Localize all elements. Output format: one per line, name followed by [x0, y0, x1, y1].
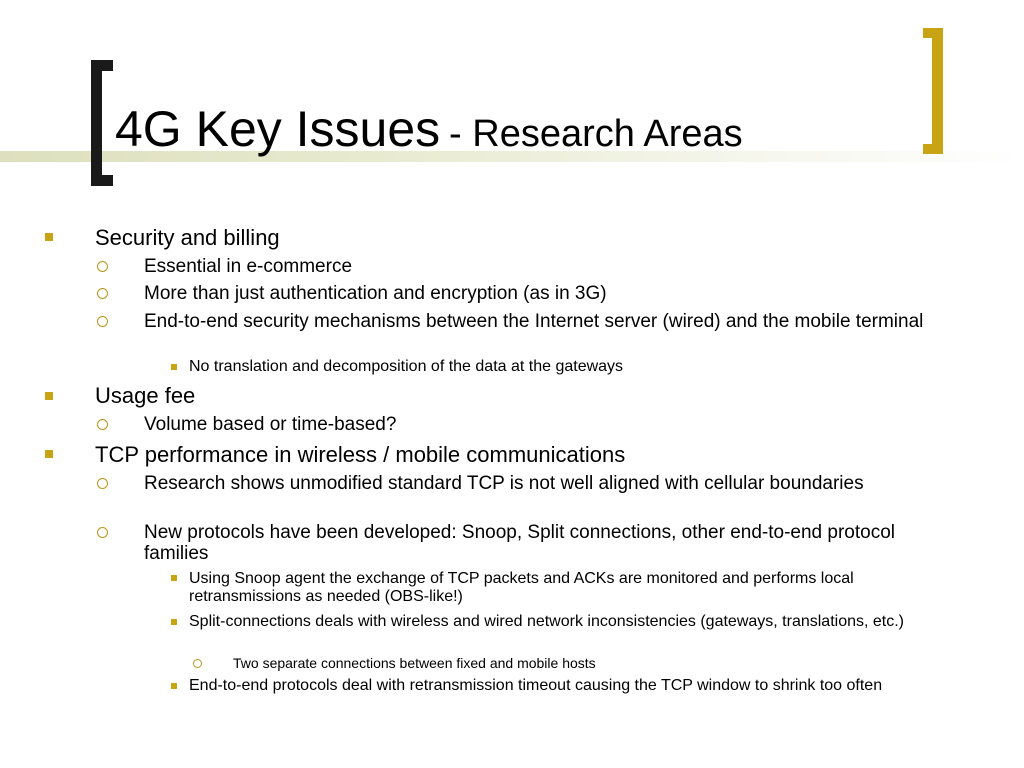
bullet-level1: Security and billing — [95, 225, 280, 250]
bullet-level1: Usage fee — [95, 383, 196, 408]
ring-bullet-icon — [97, 316, 108, 327]
square-bullet-icon — [45, 392, 53, 400]
ring-bullet-icon — [97, 419, 108, 430]
square-bullet-icon — [171, 575, 177, 581]
bullet-level2: Volume based or time-based? — [144, 414, 397, 435]
bullet-level3: End-to-end protocols deal with retransmission timeout causing the TCP window to shrink too often — [189, 677, 883, 694]
bullet-level3: Using Snoop agent the exchange of TCP packets and ACKs are monitored and performs local retransmissions as needed (OBS-like!) — [189, 570, 854, 605]
bullet-level3: No translation and decomposition of the data at the gateways — [189, 358, 624, 375]
title-main: 4G Key Issues — [115, 101, 441, 157]
ring-bullet-icon — [97, 478, 108, 489]
bullet-level3: Split-connections deals with wireless and wired network inconsistencies (gateways, translations, etc.) — [189, 613, 904, 630]
bullet-level2: More than just authentication and encryption (as in 3G) — [144, 283, 607, 304]
bullet-level2: Research shows unmodified standard TCP is not well aligned with cellular boundaries — [144, 473, 864, 494]
square-bullet-icon — [171, 683, 177, 689]
ring-bullet-icon — [193, 659, 202, 668]
ring-bullet-icon — [97, 288, 108, 299]
square-bullet-icon — [45, 233, 53, 241]
ring-bullet-icon — [97, 261, 108, 272]
title-sub: - Research Areas — [449, 113, 743, 155]
square-bullet-icon — [171, 364, 177, 370]
bullet-level1: TCP performance in wireless / mobile communications — [95, 442, 626, 467]
bullet-level2: End-to-end security mechanisms between the Internet server (wired) and the mobile terminal — [144, 311, 924, 332]
square-bullet-icon — [171, 619, 177, 625]
square-bullet-icon — [45, 450, 53, 458]
bullet-level4: Two separate connections between fixed and mobile hosts — [233, 655, 596, 671]
bullet-level2: New protocols have been developed: Snoop, Split connections, other end-to-end protocol families — [144, 522, 895, 564]
bullet-level2: Essential in e-commerce — [144, 256, 353, 277]
ring-bullet-icon — [97, 527, 108, 538]
